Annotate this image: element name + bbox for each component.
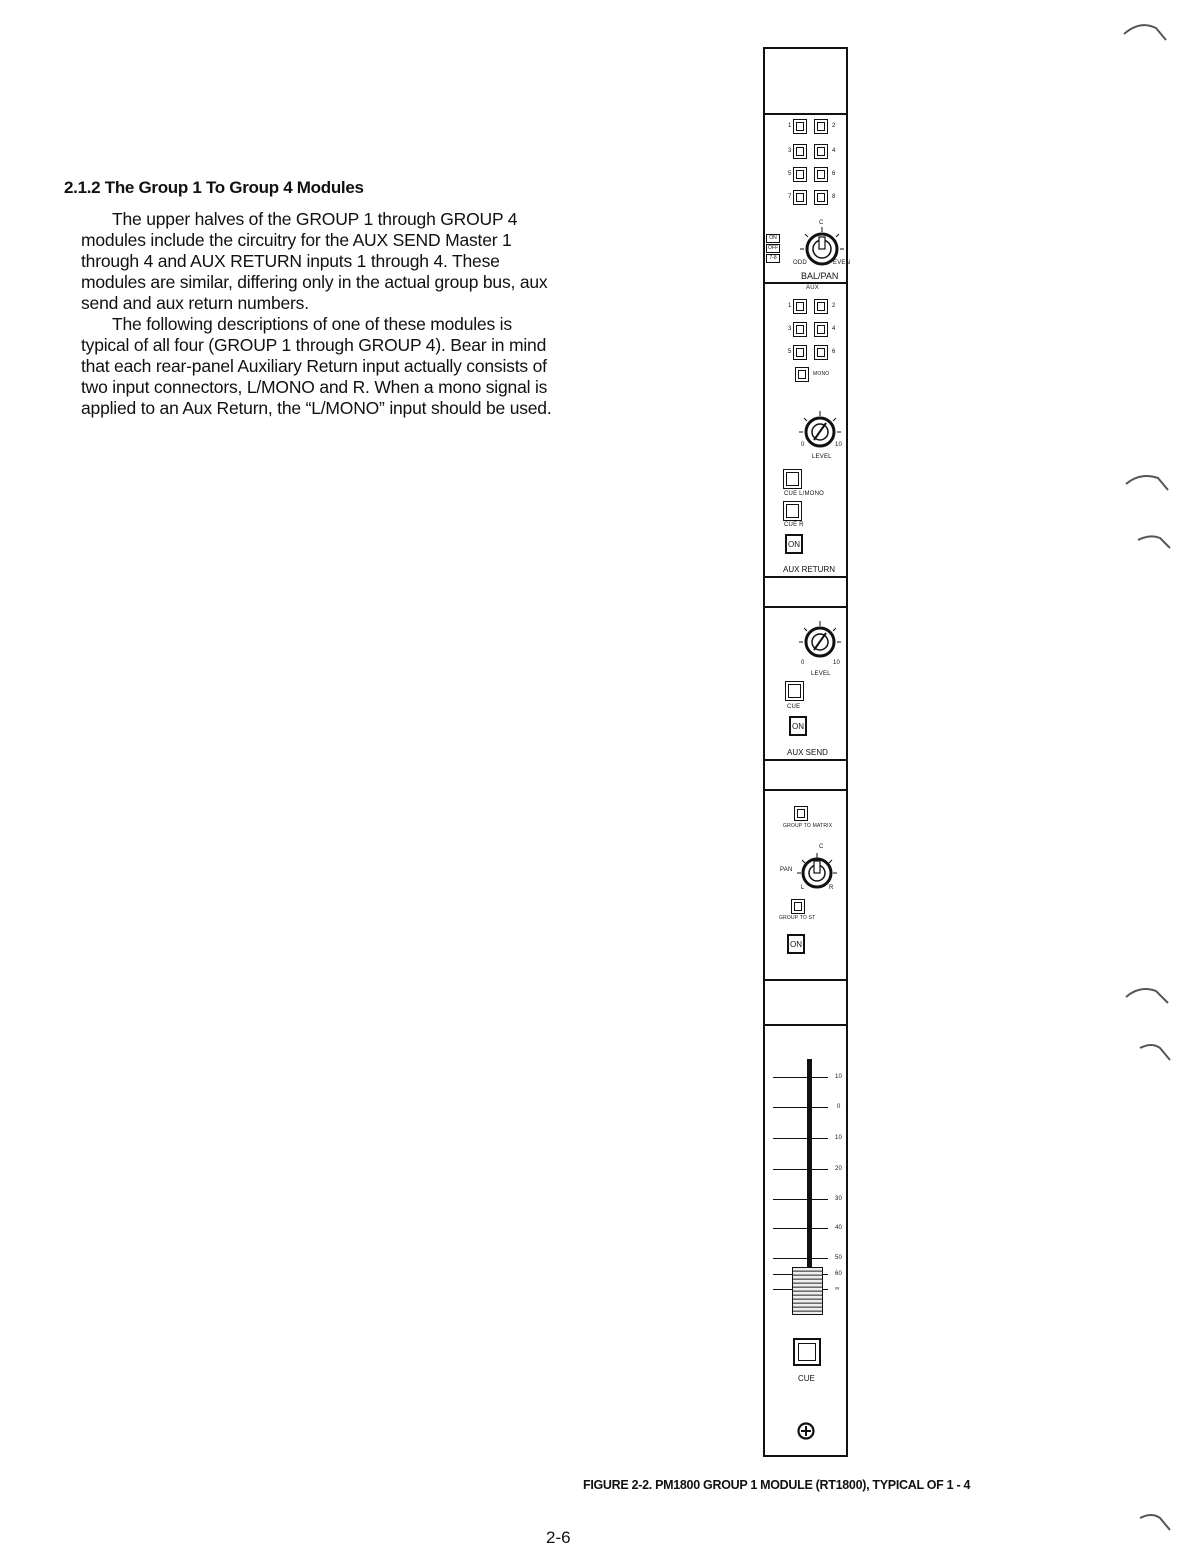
aux-number-2: 2 xyxy=(832,303,836,309)
figure-caption: FIGURE 2-2. PM1800 GROUP 1 MODULE (RT1800), TYPICAL OF 1 - 4 xyxy=(583,1478,971,1492)
aux-5-button[interactable] xyxy=(793,345,807,360)
aux-mono-button[interactable] xyxy=(795,367,809,382)
binder-mark-icon xyxy=(1138,1510,1172,1532)
separator xyxy=(765,282,846,284)
paragraph-1: The upper halves of the GROUP 1 through GROUP 4 modules include the circuitry for the AUX SEND Master 1 through 4 and AUX RETURN inputs 1 through 4. These modules are similar, differing only in the actual group bus, aux send and aux return numbers. xyxy=(81,209,548,313)
separator xyxy=(765,1024,846,1026)
fader-cue-label: CUE xyxy=(798,1374,815,1383)
balpan-c-label: C xyxy=(819,220,824,226)
aux-mono-label: MONO xyxy=(813,371,830,377)
paragraph-2: The following descriptions of one of these modules is typical of all four (GROUP 1 through GROUP 4). Bear in mind that each rear-panel Auxiliary Return input actually consists of two input connectors, L/MONO and R. When a mono signal is applied to an Aux Return, the “L/MONO” input should be used. xyxy=(81,314,552,418)
group-to-matrix-label: GROUP TO MATRIX xyxy=(783,823,833,829)
separator xyxy=(765,789,846,791)
aux-send-level-knob[interactable] xyxy=(797,619,843,665)
aux-return-cue-r-button[interactable] xyxy=(783,501,802,521)
scale-label-30: 30 xyxy=(835,1196,843,1202)
aux-send-level-label: LEVEL xyxy=(811,671,831,677)
scale-label-20: 20 xyxy=(835,1166,843,1172)
switch-78-label: 7-8 xyxy=(766,254,780,263)
group-2-button[interactable] xyxy=(814,119,828,134)
separator xyxy=(765,113,846,115)
binder-mark-icon xyxy=(1120,20,1170,44)
group-number-4: 4 xyxy=(832,148,836,154)
aux-return-level-label: LEVEL xyxy=(812,454,832,460)
aux-3-button[interactable] xyxy=(793,322,807,337)
section-body xyxy=(81,209,561,419)
binder-mark-icon xyxy=(1124,983,1170,1005)
group-4-button[interactable] xyxy=(814,144,828,159)
group-number-7: 7 xyxy=(788,194,792,200)
scale-line xyxy=(773,1077,828,1078)
separator xyxy=(765,759,846,761)
switch-off-label: OFF xyxy=(768,245,778,251)
aux-send-cue-button[interactable] xyxy=(785,681,804,701)
group-7-button[interactable] xyxy=(793,190,807,205)
module-strip-figure xyxy=(763,47,851,1457)
switch-on-label: ON xyxy=(766,234,780,243)
aux-number-1: 1 xyxy=(788,303,792,309)
aux-number-6: 6 xyxy=(832,349,836,355)
group-on-button[interactable]: ON xyxy=(787,934,805,954)
scale-label-0: 0 xyxy=(837,1104,841,1110)
balpan-odd-label: ODD xyxy=(793,260,807,266)
scale-line xyxy=(773,1107,828,1108)
group-6-button[interactable] xyxy=(814,167,828,182)
aux-return-level-knob[interactable] xyxy=(797,409,843,455)
scale-label-infinity: ∞ xyxy=(835,1286,840,1292)
aux-6-button[interactable] xyxy=(814,345,828,360)
separator xyxy=(765,576,846,578)
aux-return-level-max: 10 xyxy=(835,442,843,448)
aux-title: AUX xyxy=(806,285,819,291)
balpan-section-label: BAL/PAN xyxy=(801,271,839,281)
aux-return-cue-r-label: CUE R xyxy=(784,522,804,528)
group-8-button[interactable] xyxy=(814,190,828,205)
scale-label-50: 50 xyxy=(835,1255,843,1261)
aux-return-cue-l-button[interactable] xyxy=(783,469,802,489)
scale-label-10: 10 xyxy=(835,1074,843,1080)
fader-cue-button[interactable] xyxy=(793,1338,821,1366)
panel-screw-icon xyxy=(797,1422,815,1440)
scale-line xyxy=(773,1138,828,1139)
scale-label-40: 40 xyxy=(835,1225,843,1231)
group-number-2: 2 xyxy=(832,123,836,129)
pan-l-label: L xyxy=(801,885,805,891)
binder-mark-icon xyxy=(1124,470,1170,492)
balpan-mode-switch[interactable] xyxy=(766,234,780,263)
binder-mark-icon xyxy=(1136,530,1172,550)
pan-c-label: C xyxy=(819,844,824,850)
aux-return-cue-l-label: CUE L/MONO xyxy=(784,491,825,497)
separator xyxy=(765,979,846,981)
group-to-st-button[interactable] xyxy=(791,899,805,914)
group-number-5: 5 xyxy=(788,171,792,177)
aux-send-cue-label: CUE xyxy=(787,704,801,710)
aux-4-button[interactable] xyxy=(814,322,828,337)
scale-label-60: 60 xyxy=(835,1271,843,1277)
aux-send-section-label: AUX SEND xyxy=(787,748,828,757)
aux-return-section-label: AUX RETURN xyxy=(783,565,836,574)
balpan-even-label: EVEN xyxy=(833,260,851,266)
section-heading: 2.1.2 The Group 1 To Group 4 Modules xyxy=(64,178,364,197)
group-3-button[interactable] xyxy=(793,144,807,159)
balpan-knob[interactable] xyxy=(797,224,847,274)
group-number-3: 3 xyxy=(788,148,792,154)
aux-number-4: 4 xyxy=(832,326,836,332)
aux-number-3: 3 xyxy=(788,326,792,332)
pan-label: PAN xyxy=(780,867,793,873)
page-number: 2-6 xyxy=(546,1528,571,1547)
pan-r-label: R xyxy=(829,885,834,891)
group-number-6: 6 xyxy=(832,171,836,177)
aux-return-on-button[interactable]: ON xyxy=(785,534,803,554)
aux-return-level-min: 0 xyxy=(801,442,805,448)
group-number-8: 8 xyxy=(832,194,836,200)
separator xyxy=(765,606,846,608)
scale-line xyxy=(773,1228,828,1229)
fader-knob[interactable] xyxy=(792,1267,823,1315)
scale-line xyxy=(773,1169,828,1170)
aux-number-5: 5 xyxy=(788,349,792,355)
aux-2-button[interactable] xyxy=(814,299,828,314)
scale-line xyxy=(773,1199,828,1200)
aux-1-button[interactable] xyxy=(793,299,807,314)
group-number-1: 1 xyxy=(788,123,792,129)
group-1-button[interactable] xyxy=(793,119,807,134)
group-to-matrix-button[interactable] xyxy=(794,806,808,821)
aux-send-on-button[interactable]: ON xyxy=(789,716,807,736)
aux-send-level-max: 10 xyxy=(833,660,841,666)
fader-track xyxy=(807,1059,812,1283)
scale-line xyxy=(773,1258,828,1259)
scale-label-minus10: 10 xyxy=(835,1135,843,1141)
aux-send-level-min: 0 xyxy=(801,660,805,666)
group-to-st-label: GROUP TO ST xyxy=(779,915,816,921)
binder-mark-icon xyxy=(1138,1040,1172,1062)
group-5-button[interactable] xyxy=(793,167,807,182)
